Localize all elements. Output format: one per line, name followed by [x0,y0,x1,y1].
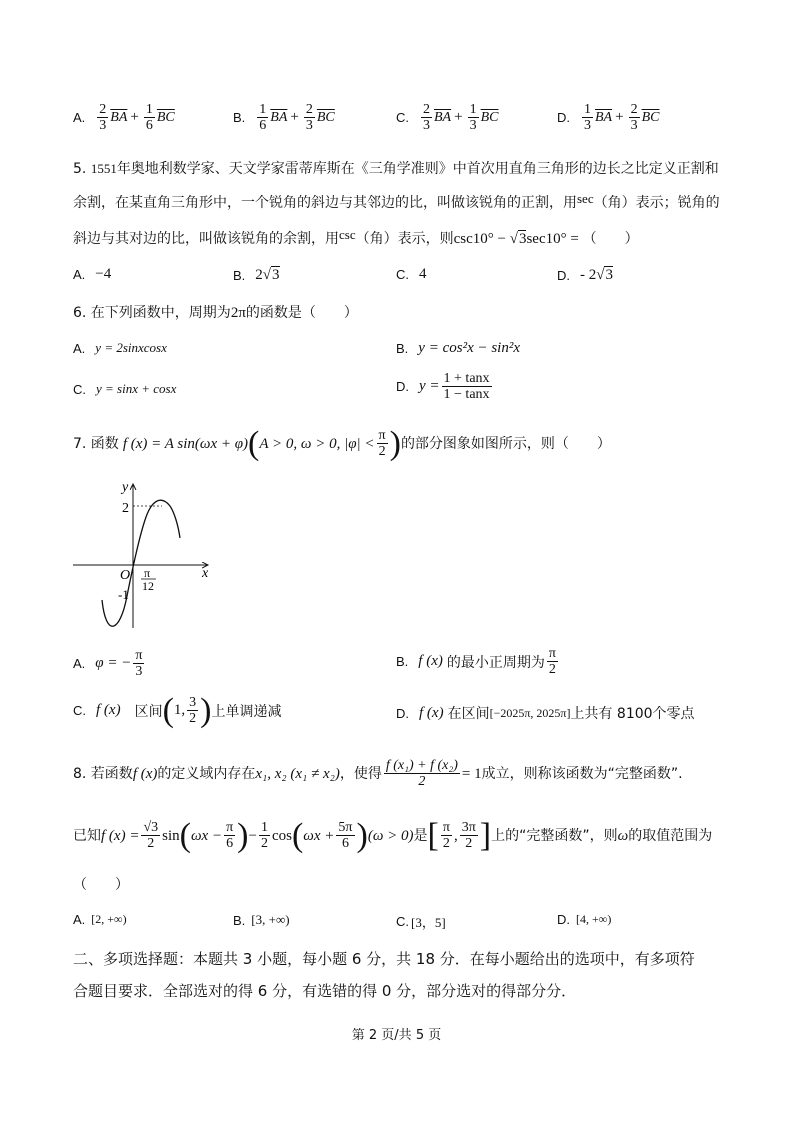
q6-option-a[interactable]: A. y = 2sinxcosx [73,340,167,356]
q7-option-c[interactable]: C. f (x) 区间 ( 1, $\frac{3}{2}$ ) 上单调递减 [73,691,282,729]
q5-option-b[interactable]: B. 2 √ 3 [233,266,280,283]
x-tick-num: π [144,566,151,580]
vector-bc: $\overline{BC}$ [480,109,499,125]
q4-option-b[interactable]: B. $\frac{1}{6}$ $\overline{BA}$ + $\frac{2}{3}$ $\overline{BC}$ [233,102,335,133]
q8-option-d[interactable]: D. [4, +∞) [557,912,612,927]
q4-option-d[interactable]: D. $\frac{1}{3}$ $\overline{BA}$ + $\frac{2}{3}$ $\overline{BC}$ [557,102,660,133]
q7-stem: 7. 函数 f (x) = A sin(ωx + φ) ( A > 0, ω > 0, |φ| < $\frac{\pi}{2}$ ) 的部分图象如图所示，则（ ） [73,424,611,462]
q8-stem-line1: 8. 若函数 f (x) 的定义域内存在 x₁, x₂ (x₁ ≠ x₂) ，使得 $\frac{\text{f (x₁) + f (x₂)}}{2}$ = 1 成立，则称该函数为“完整函数”. [73,758,683,789]
fraction: $\frac{1}{3}$ [469,102,477,133]
option-label: B. [233,110,246,125]
q5-option-c[interactable]: C. 4 [396,266,427,282]
y-max-label: 2 [122,501,129,516]
option-label: C. [396,110,409,125]
section2-instructions-line1: 二、多项选择题：本题共 3 小题，每小题 6 分，共 18 分．在每小题给出的选项中，有多项符 [73,950,695,968]
q5-option-a[interactable]: A. −4 [73,266,112,282]
q8-stem-line2: 已知 f (x) = $\frac{√3}{2}$ sin ( ωx − $\frac{\pi}{6}$ ) − $\frac{1}{2}$ cos ( ωx + $\frac{5\pi}{6}$ ) (ω > 0) 是 [ $\frac{\pi}{2}$ , $\frac{3\pi}{2}$ ] 上的“完整函数”，则 ω 的取值范围为 [73,816,713,854]
option-label: A. [73,110,86,125]
vector-bc: $\overline{BC}$ [641,109,660,125]
fraction: $\frac{2}{3}$ [305,102,313,133]
x-tick-den: 12 [142,579,154,593]
q7-option-a[interactable]: A. φ = − $\frac{\pi}{3}$ [73,648,143,679]
fraction: $\frac{1}{6}$ [145,102,153,133]
fraction: $\frac{1 + \tan x}{1 - \tan x}$ [443,371,490,402]
y-axis-label: y [122,480,129,495]
q5-stem-line2: 余割，在某直角三角形中，一个锐角的斜边与其邻边的比，叫做该锐角的正割，用sec（角）表示；锐角的 [73,191,720,211]
q8-paren: （ ） [73,877,129,893]
q7-option-b[interactable]: B. f (x) 的最小正周期为 $\frac{\pi}{2}$ [396,646,556,677]
q4-option-c[interactable]: C. $\frac{2}{3}$ $\overline{BA}$ + $\frac{1}{3}$ $\overline{BC}$ [396,102,499,133]
q5-stem-line3: 斜边与其对边的比，叫做该锐角的余割，用csc（角）表示，则csc10° − √3sec10° = （ ） [73,227,639,247]
vector-ba: $\overline{BA}$ [434,109,452,125]
q8-option-c[interactable]: C. [3，5] [396,914,446,930]
sine-graph [70,478,220,638]
fraction: $\frac{1}{3}$ [584,102,591,133]
q6-option-c[interactable]: C. y = sinx + cosx [73,381,177,397]
option-label: D. [557,110,570,125]
q5-option-d[interactable]: D. - 2 √ 3 [557,266,613,283]
q6-option-d[interactable]: D. y = $\frac{1 + \tan x}{1 - \tan x}$ [396,371,490,402]
origin-label: O [120,568,131,583]
q6-stem: 6. 在下列函数中，周期为2π的函数是（ ） [73,305,358,321]
q7-option-d[interactable]: D. f (x) 在区间 [−2025π, 2025π] 上共有 8100个零点 [396,704,695,722]
fraction: $\frac{2}{3}$ [630,102,638,133]
sine-curve [102,500,180,626]
vector-bc: $\overline{BC}$ [316,109,335,125]
q5-stem-line1: 5. 1551年奥地利数学家、天文学家雷蒂库斯在《三角学准则》中首次用直角三角形的边长之比定义正割和 [73,161,719,177]
vector-ba: $\overline{BA}$ [595,109,613,125]
fraction: $\frac{2}{3}$ [423,102,430,133]
vector-bc: $\overline{BC}$ [156,109,175,125]
fraction: $\frac{2}{3}$ [99,102,107,133]
y-neg-label: -1 [118,587,129,602]
section2-instructions-line2: 合题目要求．全部选对的得 6 分，有选错的得 0 分，部分选对的得部分分． [73,982,577,1000]
page-footer: 第 2 页/共 5 页 [351,1028,442,1043]
fraction: $\frac{1}{6}$ [259,102,267,133]
q8-option-b[interactable]: B. [3, +∞) [233,912,290,928]
vector-ba: $\overline{BA}$ [270,109,288,125]
vector-ba: $\overline{BA}$ [110,109,128,125]
q8-option-a[interactable]: A. [2, +∞) [73,912,127,927]
q4-option-a[interactable]: A. $\frac{2}{3}$ $\overline{BA}$ + $\frac{1}{6}$ $\overline{BC}$ [73,102,175,133]
x-axis-label: x [202,566,209,581]
q6-option-b[interactable]: B. y = cos²x − sin²x [396,340,521,356]
